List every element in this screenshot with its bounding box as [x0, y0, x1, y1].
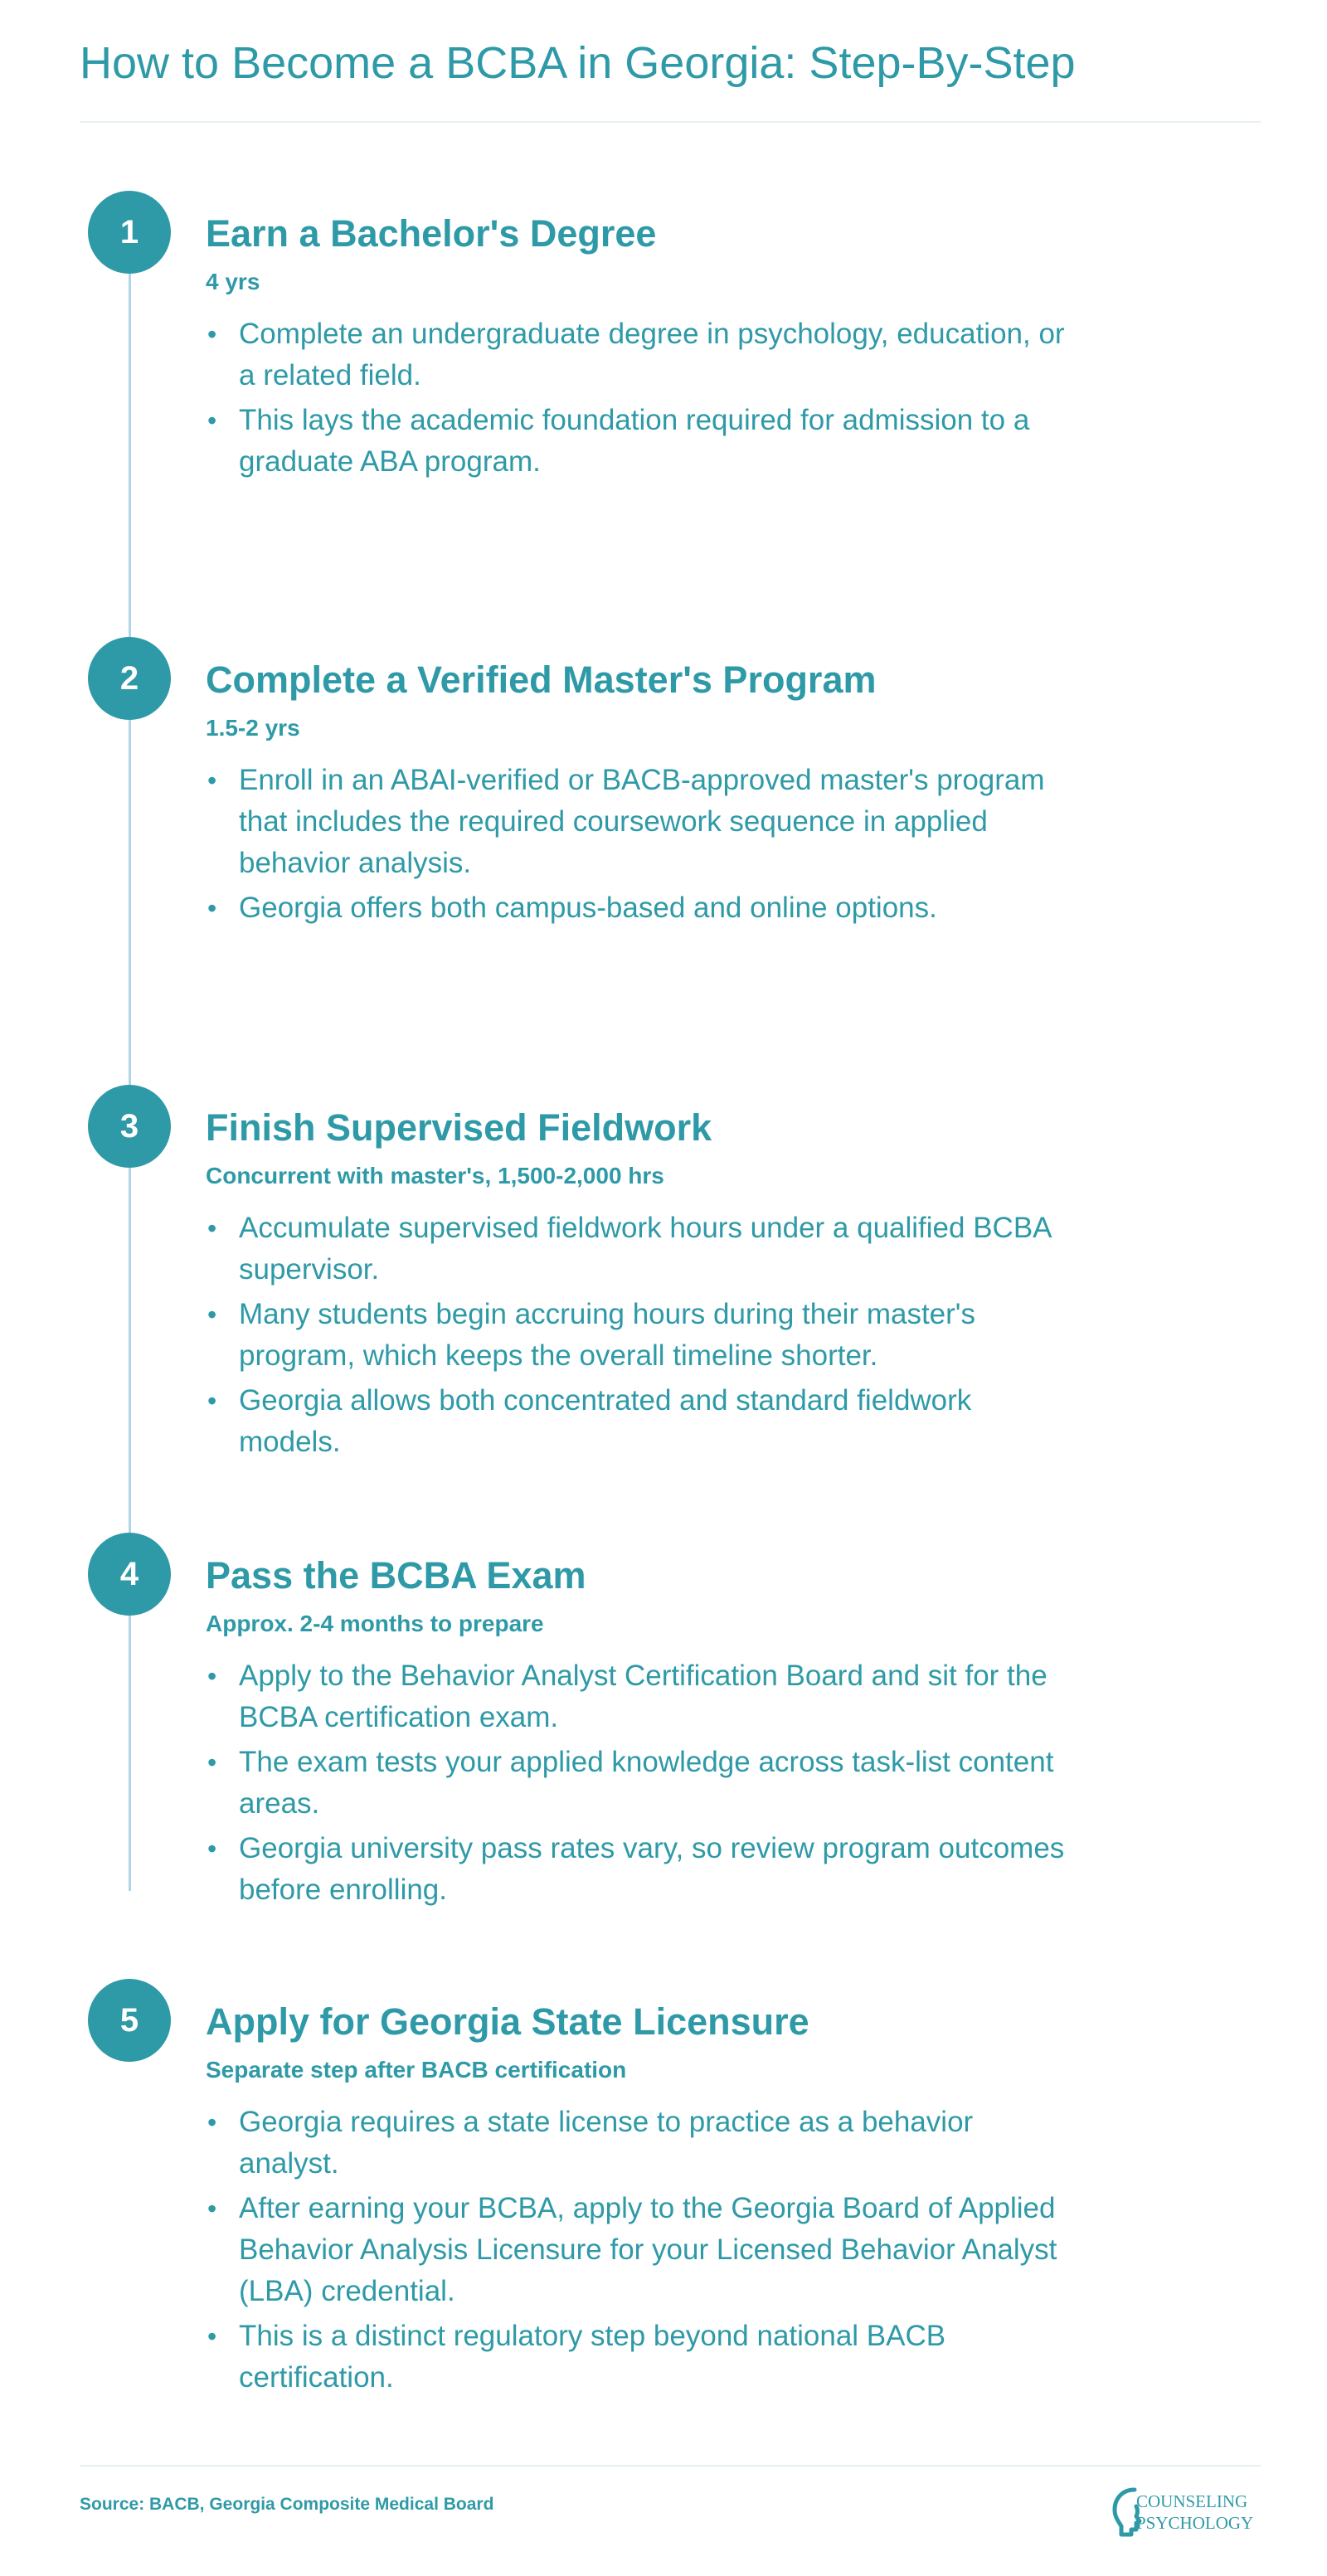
- list-item: • Georgia allows both concentrated and standard fieldwork models.: [206, 1380, 1068, 1463]
- list-item: • This lays the academic foundation required for admission to a graduate ABA program.: [206, 400, 1068, 483]
- list-item: • Enroll in an ABAI-verified or BACB-approved master's program that includes the required coursework sequence in applied behavior analysis.: [206, 760, 1068, 884]
- step-duration: Separate step after BACB certification: [206, 2057, 627, 2083]
- step-duration: 1.5-2 yrs: [206, 715, 300, 741]
- step-number-badge: 3: [88, 1085, 171, 1168]
- list-item: • Many students begin accruing hours during their master's program, which keeps the overall timeline shorter.: [206, 1294, 1068, 1377]
- list-item: • Georgia requires a state license to practice as a behavior analyst.: [206, 2102, 1068, 2185]
- logo-text-line2: PSYCHOLOGY: [1136, 2513, 1254, 2533]
- step-title: Apply for Georgia State Licensure: [206, 2000, 809, 2043]
- list-item: • Georgia university pass rates vary, so review program outcomes before enrolling.: [206, 1828, 1068, 1911]
- footer-divider: [80, 2465, 1261, 2467]
- list-item: • Complete an undergraduate degree in psychology, education, or a related field.: [206, 313, 1068, 396]
- step-bullet-list: [206, 1208, 1068, 1466]
- step-duration: 4 yrs: [206, 269, 260, 294]
- step-number-badge: 2: [88, 637, 171, 720]
- counseling-psychology-logo: [1110, 2485, 1259, 2538]
- step-number-badge: 1: [88, 191, 171, 274]
- step-duration: Concurrent with master's, 1,500-2,000 hrs: [206, 1163, 664, 1188]
- step-number-badge: 4: [88, 1533, 171, 1616]
- step-title: Finish Supervised Fieldwork: [206, 1106, 712, 1149]
- step-bullet-list: [206, 313, 1068, 486]
- list-item: • Apply to the Behavior Analyst Certification Board and sit for the BCBA certification exam.: [206, 1655, 1068, 1738]
- source-note: Source: BACB, Georgia Composite Medical Board: [80, 2495, 494, 2514]
- logo-text-line1: COUNSELING: [1136, 2491, 1248, 2511]
- page-title: How to Become a BCBA in Georgia: Step-By-Step: [80, 38, 1076, 88]
- step-bullet-list: [206, 2102, 1068, 2402]
- list-item: • The exam tests your applied knowledge across task-list content areas.: [206, 1742, 1068, 1825]
- step-title: Complete a Verified Master's Program: [206, 659, 877, 701]
- step-bullet-list: [206, 1655, 1068, 1914]
- step-title: Pass the BCBA Exam: [206, 1554, 586, 1597]
- header-divider: [80, 121, 1261, 123]
- timeline-line: [129, 232, 131, 1891]
- step-number-badge: 5: [88, 1979, 171, 2062]
- list-item: • Georgia offers both campus-based and online options.: [206, 887, 1068, 929]
- list-item: • This is a distinct regulatory step beyond national BACB certification.: [206, 2316, 1068, 2399]
- list-item: • After earning your BCBA, apply to the Georgia Board of Applied Behavior Analysis Licensure for your Licensed Behavior Analyst (LBA) credential.: [206, 2188, 1068, 2312]
- step-bullet-list: [206, 760, 1068, 932]
- step-title: Earn a Bachelor's Degree: [206, 212, 657, 255]
- step-duration: Approx. 2-4 months to prepare: [206, 1611, 544, 1636]
- list-item: • Accumulate supervised fieldwork hours under a qualified BCBA supervisor.: [206, 1208, 1068, 1290]
